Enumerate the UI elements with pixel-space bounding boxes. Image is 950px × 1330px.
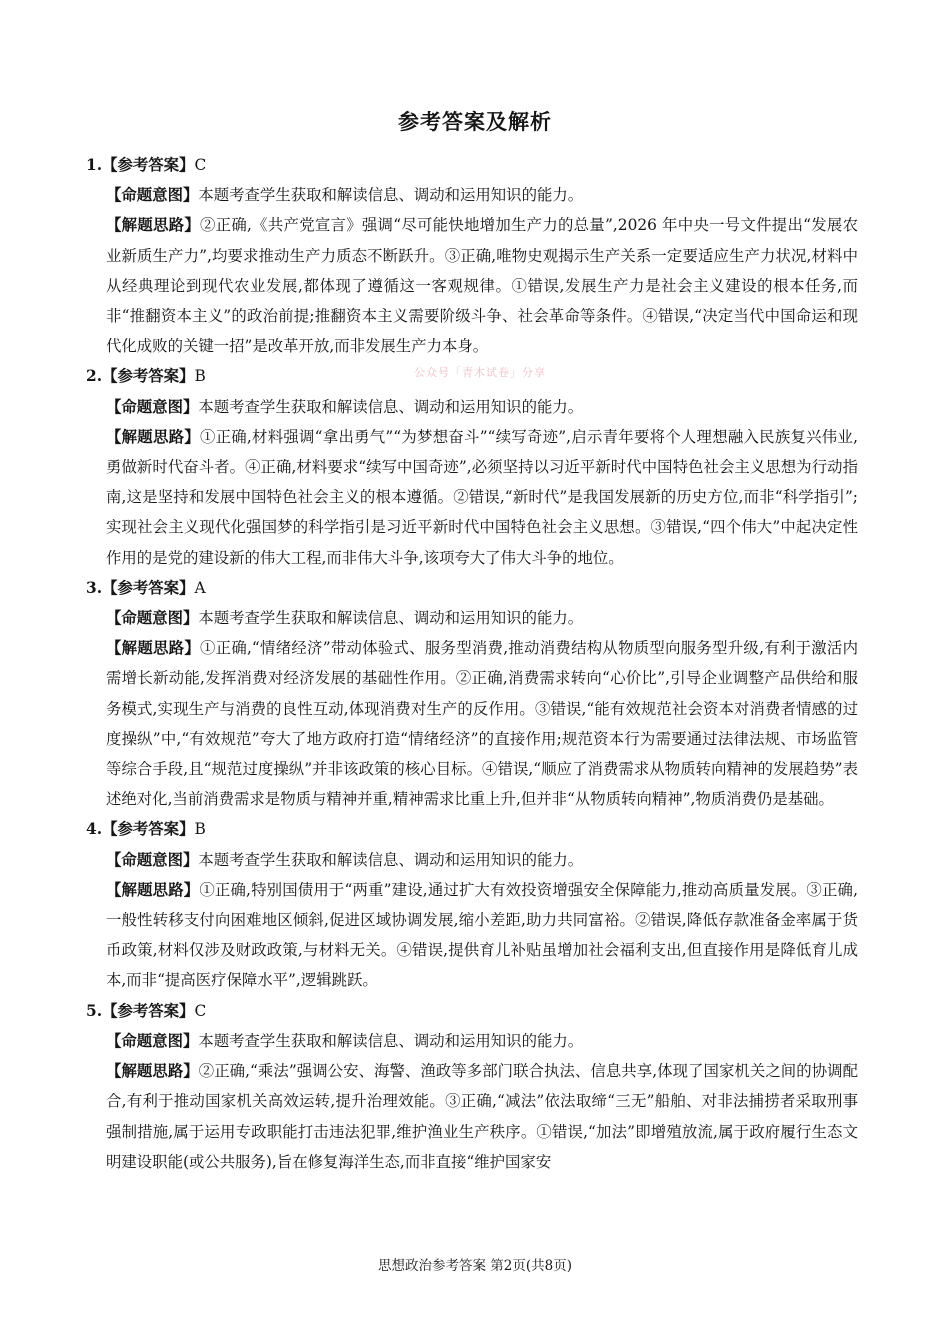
intent-label: 【命题意图】: [106, 850, 199, 869]
analysis-label: 【解题思路】: [106, 427, 200, 446]
analysis-label: 【解题思路】: [106, 639, 201, 658]
analysis-text: ①正确,特别国债用于“两重”建设,通过扩大有效投资增强安全保障能力,推动高质量发展。③正确,一般性转移支付向困难地区倾斜,促进区域协调发展,缩小差距,助力共同富裕。②错误,降低存款准备金率属于货币政策,材料仅涉及财政政策,与材料无关。④错误,提供育儿补贴虽增加社会福利支出,但直接作用是降低育儿成本,而非“提高医疗保障水平”,逻辑跳跃。: [106, 880, 858, 990]
watermark: 公众号「青木试卷」分享: [414, 366, 546, 379]
question-block: [86, 814, 858, 995]
analysis-text: ②正确,《共产党宣言》强调“尽可能快地增加生产力的总量”,2026 年中央一号文件提出“发展农业新质生产力”,均要求推动生产力质态不断跃升。③正确,唯物史观揭示生产关系一定要适应生产力状况,材料中从经典理论到现代农业发展,都体现了遵循这一客观规律。①错误,发展生产力是社会主义建设的根本任务,而非“推翻资本主义”的政治前提;推翻资本主义需要阶级斗争、社会革命等条件。④错误,“决定当代中国命运和现代化成败的关键一招”是改革开放,而非发展生产力本身。: [106, 216, 858, 356]
question-block: [86, 573, 858, 815]
question-number: 5.: [86, 1001, 103, 1020]
page-footer: 思想政治参考答案 第2页(共8页): [377, 1258, 572, 1274]
answer-label: 【参考答案】: [102, 578, 195, 597]
analysis-label: 【解题思路】: [106, 880, 200, 899]
question-number: 2.: [86, 367, 103, 386]
intent-line: [106, 845, 858, 875]
answer-line: [86, 996, 858, 1026]
answer-label: 【参考答案】: [102, 367, 195, 386]
answer-line: [86, 150, 858, 180]
answer-value: B: [194, 367, 206, 386]
answer-label: 【参考答案】: [102, 1001, 195, 1020]
page-title: 参考答案及解析: [398, 109, 552, 134]
analysis-text: ①正确,“情绪经济”带动体验式、服务型消费,推动消费结构从物质型向服务型升级,有利于激活内需增长新动能,发挥消费对经济发展的基础性作用。②正确,消费需求转向“心价比”,引导企业调整产品供给和服务模式,实现生产与消费的良性互动,体现消费对生产的反作用。③错误,“能有效规范社会资本对消费者情感的过度操纵”中,“有效规范”夸大了地方政府打造“情绪经济”的直接作用;规范资本行为需要通过法律法规、市场监管等综合手段,且“规范过度操纵”并非该政策的核心目标。④错误,“顺应了消费需求从物质转向精神的发展趋势”表述绝对化,当前消费需求是物质与精神并重,精神需求比重上升,但并非“从物质转向精神”,物质消费仍是基础。: [106, 639, 858, 809]
analysis-text: ①正确,材料强调“拿出勇气”“为梦想奋斗”“续写奇迹”,启示青年要将个人理想融入民族复兴伟业,勇做新时代奋斗者。④正确,材料要求“续写中国奇迹”,必须坚持以习近平新时代中国特色社会主义思想为行动指南,这是坚持和发展中国特色社会主义的根本遵循。②错误,“新时代”是我国发展新的历史方位,而非“科学指引”;实现社会主义现代化强国梦的科学指引是习近平新时代中国特色社会主义思想。③错误,“四个伟大”中起决定性作用的是党的建设新的伟大工程,而非伟大斗争,该项夸大了伟大斗争的地位。: [106, 427, 858, 567]
intent-line: [106, 392, 858, 422]
intent-label: 【命题意图】: [106, 609, 199, 628]
analysis-text: ②正确,“乘法”强调公安、海警、渔政等多部门联合执法、信息共享,体现了国家机关之间的协调配合,有利于推动国家机关高效运转,提升治理效能。③正确,“减法”依法取缔“三无”船舶、对非法捕捞者采取刑事强制措施,属于运用专政职能打击违法犯罪,维护渔业生产秩序。①错误,“加法”即增殖放流,属于政府履行生态文明建设职能(或公共服务),旨在修复海洋生态,而非直接“维护国家安: [106, 1062, 858, 1171]
intent-text: 本题考查学生获取和解读信息、调动和运用知识的能力。: [198, 609, 584, 628]
question-block: [86, 361, 858, 572]
question-block: [86, 996, 858, 1177]
answer-value: C: [194, 1001, 207, 1020]
analysis-line: [106, 1056, 858, 1177]
answer-content: [86, 150, 858, 1177]
question-number: 3.: [86, 578, 103, 597]
analysis-label: 【解题思路】: [106, 1062, 199, 1081]
analysis-line: [106, 422, 858, 573]
answer-value: B: [194, 820, 206, 839]
intent-line: [106, 603, 858, 633]
intent-text: 本题考查学生获取和解读信息、调动和运用知识的能力。: [198, 397, 584, 416]
answer-label: 【参考答案】: [102, 820, 195, 839]
analysis-line: [106, 210, 858, 361]
intent-line: [106, 1026, 858, 1056]
answer-line: [86, 361, 858, 391]
intent-line: [106, 180, 858, 210]
answer-line: [86, 573, 858, 603]
answer-value: A: [194, 578, 206, 597]
intent-text: 本题考查学生获取和解读信息、调动和运用知识的能力。: [198, 850, 584, 869]
question-number: 1.: [86, 156, 103, 174]
analysis-line: [106, 875, 858, 996]
intent-label: 【命题意图】: [106, 1031, 199, 1050]
question-block: [86, 150, 858, 361]
answer-line: [86, 814, 858, 844]
intent-text: 本题考查学生获取和解读信息、调动和运用知识的能力。: [198, 186, 584, 205]
intent-label: 【命题意图】: [106, 397, 199, 416]
answer-value: C: [194, 156, 207, 174]
analysis-line: [106, 633, 858, 814]
question-number: 4.: [86, 820, 103, 839]
intent-label: 【命题意图】: [106, 186, 199, 205]
analysis-label: 【解题思路】: [106, 216, 201, 235]
answer-label: 【参考答案】: [102, 156, 195, 174]
intent-text: 本题考查学生获取和解读信息、调动和运用知识的能力。: [198, 1031, 584, 1050]
